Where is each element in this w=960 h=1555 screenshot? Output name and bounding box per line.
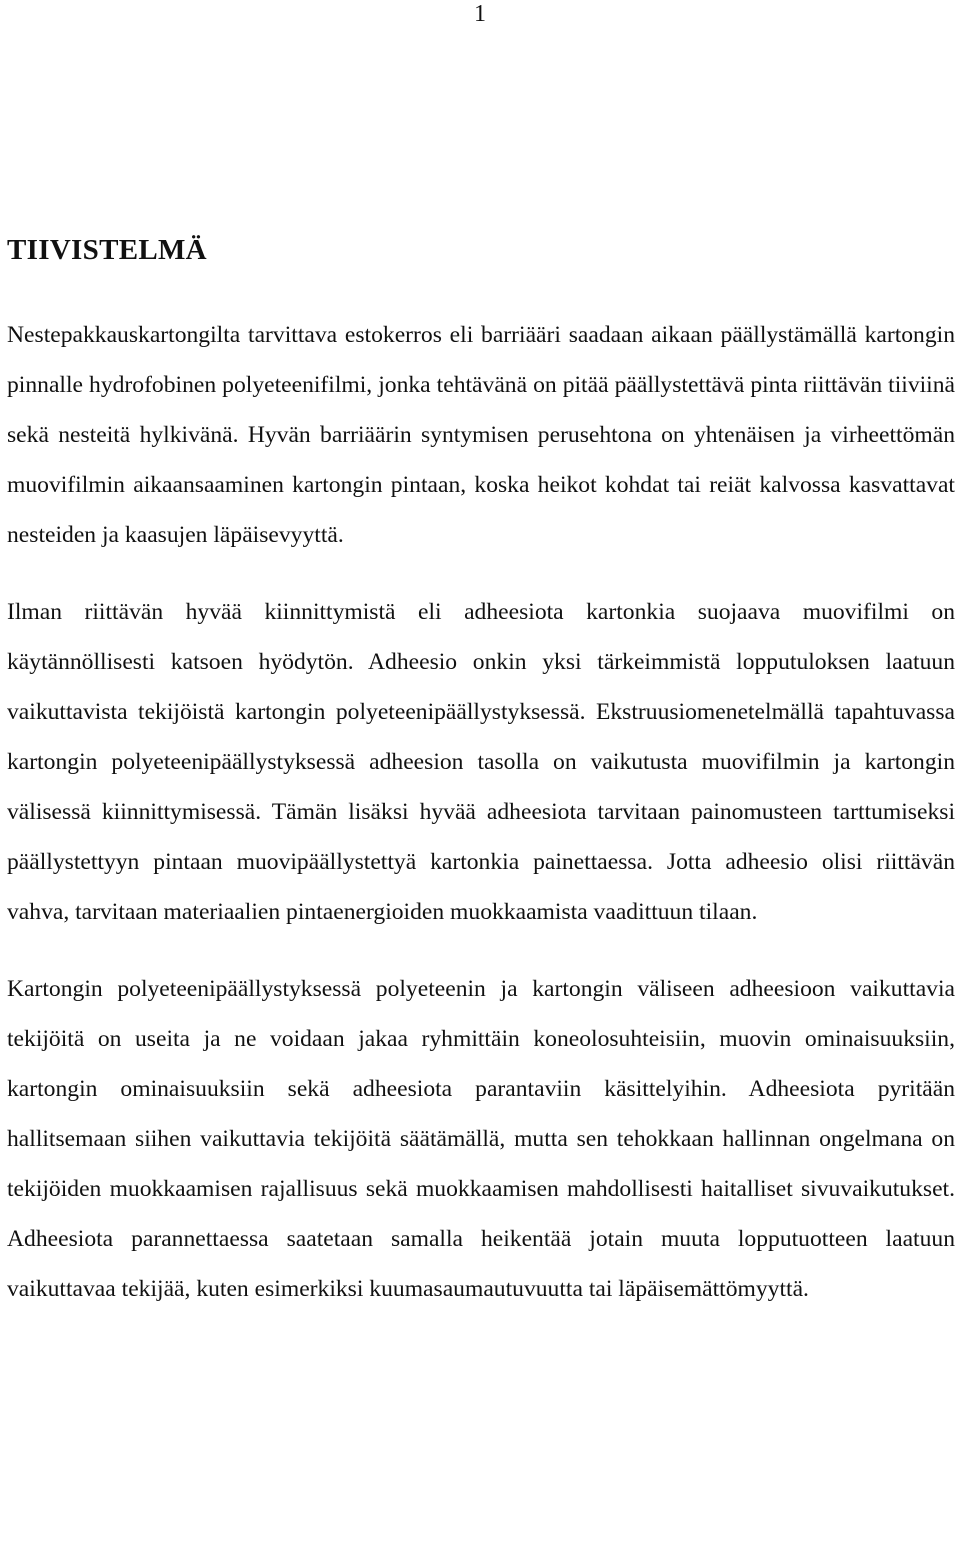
section-title: TIIVISTELMÄ	[7, 234, 207, 266]
document-body	[7, 228, 955, 1314]
paragraph-1: Nestepakkauskartongilta tarvittava estokerros eli barriääri saadaan aikaan päällystämällä kartongin pinnalle hydrofobinen polyeteenifilmi, jonka tehtävänä on pitää päällystettävä pinta riittävän tiiviinä sekä nesteitä hylkivänä. Hyvän barriäärin syntymisen perusehtona on yhtenäisen ja virheettömän muovifilmin aikaansaaminen kartongin pintaan, koska heikot kohdat tai reiät kalvossa kasvattavat nesteiden ja kaasujen läpäisevyyttä.	[7, 322, 955, 548]
paragraph-2: Ilman riittävän hyvää kiinnittymistä eli adheesiota kartonkia suojaava muovifilmi on käytännöllisesti katsoen hyödytön. Adheesio onkin yksi tärkeimmistä lopputuloksen laatuun vaikuttavista tekijöistä kartongin polyeteenipäällystyksessä. Ekstruusiomenetelmällä tapahtuvassa kartongin polyeteenipäällystyksessä adheesion tasolla on vaikutusta muovifilmin ja kartongin välisessä kiinnittymisessä. Tämän lisäksi hyvää adheesiota tarvitaan painomusteen tarttumiseksi päällystettyyn pintaan muovipäällystettyä kartonkia painettaessa. Jotta adheesio olisi riittävän vahva, tarvitaan materiaalien pintaenergioiden muokkaamista vaadittuun tilaan.	[7, 599, 955, 925]
paragraph-3: Kartongin polyeteenipäällystyksessä polyeteenin ja kartongin väliseen adheesioon vaikuttavia tekijöitä on useita ja ne voidaan jakaa ryhmittäin koneolosuhteisiin, muovin ominaisuuksiin, kartongin ominaisuuksiin sekä adheesiota parantaviin käsittelyihin. Adheesiota pyritään hallitsemaan siihen vaikuttavia tekijöitä säätämällä, mutta sen tehokkaan hallinnan ongelmana on tekijöiden muokkaamisen rajallisuus sekä muokkaamisen mahdollisesti haitalliset sivuvaikutukset. Adheesiota parannettaessa saatetaan samalla heikentää jotain muuta lopputuotteen laatuun vaikuttavaa tekijää, kuten esimerkiksi kuumasaumautuvuutta tai läpäisemättömyyttä.	[7, 976, 955, 1302]
page-number: 1	[474, 1, 486, 27]
